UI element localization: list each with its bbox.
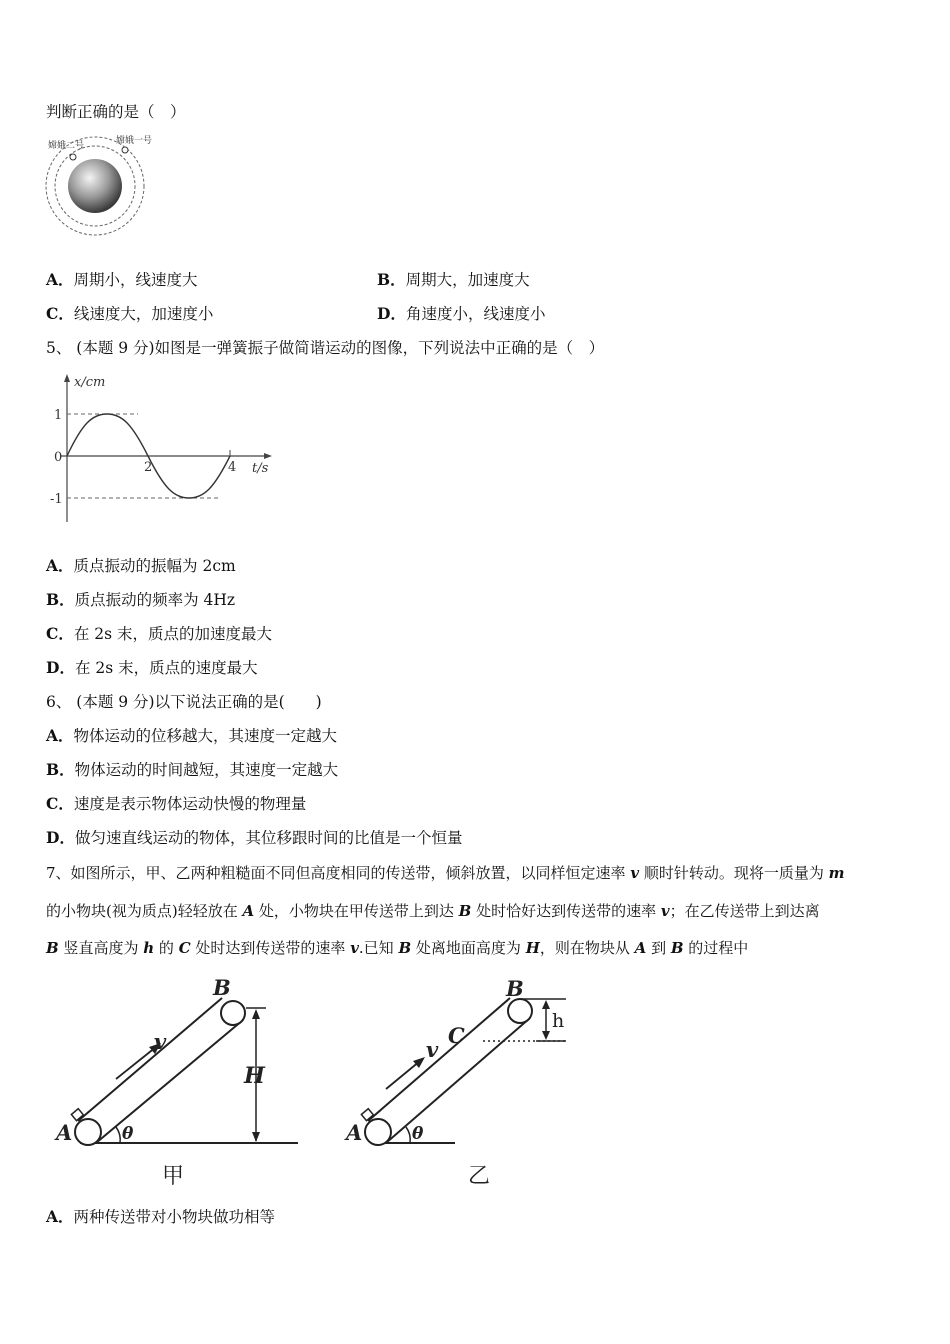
- tick-label-y-neg1: -1: [50, 492, 63, 507]
- tick-label-x-2: 2: [144, 460, 153, 475]
- symbol-B: B: [458, 902, 472, 920]
- label-A: A: [346, 1120, 363, 1145]
- h-arrow-up: [542, 1000, 550, 1009]
- label-A: A: [56, 1120, 73, 1145]
- q4-option-b: [377, 270, 530, 290]
- velocity-arrow: [386, 1061, 420, 1089]
- q5-option-a: [46, 556, 236, 576]
- option-text: 在 2s 末，质点的速度最大: [74, 659, 258, 677]
- q6-option-b: [46, 760, 338, 780]
- tick-label-y-0: 0: [54, 450, 63, 465]
- option-letter: C．: [46, 624, 74, 643]
- conveyor-figure-jia: [48, 975, 308, 1190]
- q5-stem: 5、 (本题 9 分)如图是一弹簧振子做简谐运动的图像，下列说法中正确的是（ ）: [46, 339, 605, 357]
- q7-stem-line-2: [46, 901, 820, 921]
- text-segment: 顺时针转动。现将一质量为: [639, 864, 829, 882]
- option-letter: D．: [46, 658, 75, 677]
- caption-yi: 乙: [468, 1164, 491, 1189]
- q4-option-c: [46, 304, 213, 324]
- option-letter: C．: [46, 794, 74, 813]
- option-text: 在 2s 末，质点的加速度最大: [73, 625, 273, 643]
- q4-option-a: [46, 270, 198, 290]
- symbol-B: B: [46, 939, 59, 957]
- option-letter: C．: [46, 304, 74, 323]
- option-letter: A．: [46, 726, 74, 745]
- belt-top-edge: [368, 998, 510, 1121]
- pulley-b: [221, 1001, 245, 1025]
- text-segment: 处时达到传送带的速率: [190, 939, 351, 957]
- text-segment: 的: [154, 939, 179, 957]
- q5-option-c: [46, 624, 272, 644]
- velocity-arrow: [116, 1047, 156, 1079]
- option-text: 物体运动的位移越大，其速度一定越大: [73, 727, 338, 745]
- symbol-v: v: [660, 902, 670, 920]
- x-axis-label: t/s: [252, 461, 269, 476]
- text-segment: 7、如图所示，甲、乙两种粗糙面不同但高度相同的传送带，倾斜放置，以同样恒定速率: [46, 864, 631, 882]
- q6-stem: 6、 (本题 9 分)以下说法正确的是( ): [46, 693, 322, 711]
- height-arrow-up: [252, 1009, 260, 1019]
- satellite-inner: [70, 154, 76, 160]
- option-text: 速度是表示物体运动快慢的物理量: [73, 795, 307, 813]
- text-segment: .已知: [358, 939, 399, 957]
- h-arrow-down: [542, 1031, 550, 1040]
- q5-option-b: [46, 590, 235, 610]
- symbol-H: H: [525, 939, 540, 957]
- label-theta: θ: [412, 1124, 424, 1144]
- text-segment: 的过程中: [683, 939, 749, 957]
- option-letter: A．: [46, 1207, 74, 1226]
- orbit-figure: [44, 130, 164, 240]
- symbol-m: m: [828, 864, 845, 882]
- label-v: v: [426, 1037, 439, 1062]
- moon-sphere: [68, 159, 122, 213]
- q5-option-d: [46, 658, 258, 678]
- text-segment: 的小物块(视为质点)轻轻放在: [46, 902, 243, 920]
- option-text: 两种传送带对小物块做功相等: [73, 1208, 276, 1226]
- option-letter: D．: [46, 828, 75, 847]
- label-theta: θ: [122, 1124, 134, 1144]
- option-letter: B．: [46, 590, 75, 609]
- text-segment: ；在乙传送带上到达离: [669, 902, 820, 920]
- option-text: 角速度小，线速度小: [405, 305, 546, 323]
- pulley-a: [75, 1119, 101, 1145]
- symbol-v: v: [350, 939, 359, 957]
- symbol-A: A: [634, 939, 647, 957]
- label-H: H: [244, 1063, 265, 1089]
- text-segment: ，则在物块从: [539, 939, 635, 957]
- label-v: v: [154, 1029, 167, 1054]
- caption-jia: 甲: [162, 1164, 185, 1189]
- y-axis-label: x/cm: [74, 375, 106, 390]
- option-text: 质点振动的振幅为 2cm: [73, 557, 236, 575]
- option-text: 做匀速直线运动的物体，其位移跟时间的比值是一个恒量: [74, 829, 463, 847]
- symbol-B: B: [398, 939, 412, 957]
- label-C: C: [448, 1023, 465, 1048]
- angle-arc: [406, 1127, 410, 1143]
- q6-option-d: [46, 828, 462, 848]
- tick-label-x-4: 4: [228, 460, 237, 475]
- option-letter: B．: [46, 760, 75, 779]
- symbol-C: C: [178, 939, 191, 957]
- pulley-a: [365, 1119, 391, 1145]
- belt-top-edge: [78, 998, 222, 1121]
- label-B: B: [506, 976, 524, 1001]
- symbol-A: A: [242, 902, 255, 920]
- q6-option-c: [46, 794, 306, 814]
- text-segment: 处时恰好达到传送带的速率: [471, 902, 661, 920]
- q6-option-a: [46, 726, 337, 746]
- option-letter: A．: [46, 270, 74, 289]
- option-letter: A．: [46, 556, 74, 575]
- symbol-v: v: [630, 864, 640, 882]
- option-text: 线速度大，加速度小: [73, 305, 214, 323]
- option-text: 周期大，加速度大: [405, 271, 530, 289]
- symbol-h: h: [143, 939, 155, 957]
- text-segment: 竖直高度为: [58, 939, 144, 957]
- height-arrow-down: [252, 1132, 260, 1142]
- q7-stem-line-3: [46, 938, 748, 958]
- label-B: B: [213, 975, 231, 1000]
- option-letter: B．: [377, 270, 406, 289]
- text-segment: 处，小物块在甲传送带上到达: [254, 902, 459, 920]
- pulley-b: [508, 999, 532, 1023]
- shm-graph: [46, 372, 286, 532]
- symbol-B: B: [670, 939, 684, 957]
- intro-text: 判断正确的是（ ）: [46, 103, 186, 121]
- q7-option-a: [46, 1207, 275, 1227]
- y-axis-arrow: [64, 374, 70, 382]
- q4-option-d: [377, 304, 545, 324]
- x-axis-arrow: [264, 453, 272, 459]
- option-letter: D．: [377, 304, 406, 323]
- text-segment: 处离地面高度为: [411, 939, 526, 957]
- satellite-outer: [122, 147, 128, 153]
- tick-label-y-1: 1: [54, 408, 63, 423]
- text-segment: 到: [646, 939, 671, 957]
- option-text: 周期小，线速度大: [73, 271, 198, 289]
- label-inner-satellite: 嫦娥二号: [48, 141, 85, 151]
- option-text: 物体运动的时间越短，其速度一定越大: [74, 761, 339, 779]
- belt-bottom-edge: [96, 1020, 243, 1143]
- conveyor-figure-yi: [340, 975, 590, 1190]
- q7-stem-line-1: [46, 863, 844, 883]
- label-h: h: [552, 1010, 565, 1032]
- label-outer-satellite: 嫦娥一号: [116, 136, 153, 146]
- angle-arc: [116, 1127, 120, 1143]
- option-text: 质点振动的频率为 4Hz: [74, 591, 236, 609]
